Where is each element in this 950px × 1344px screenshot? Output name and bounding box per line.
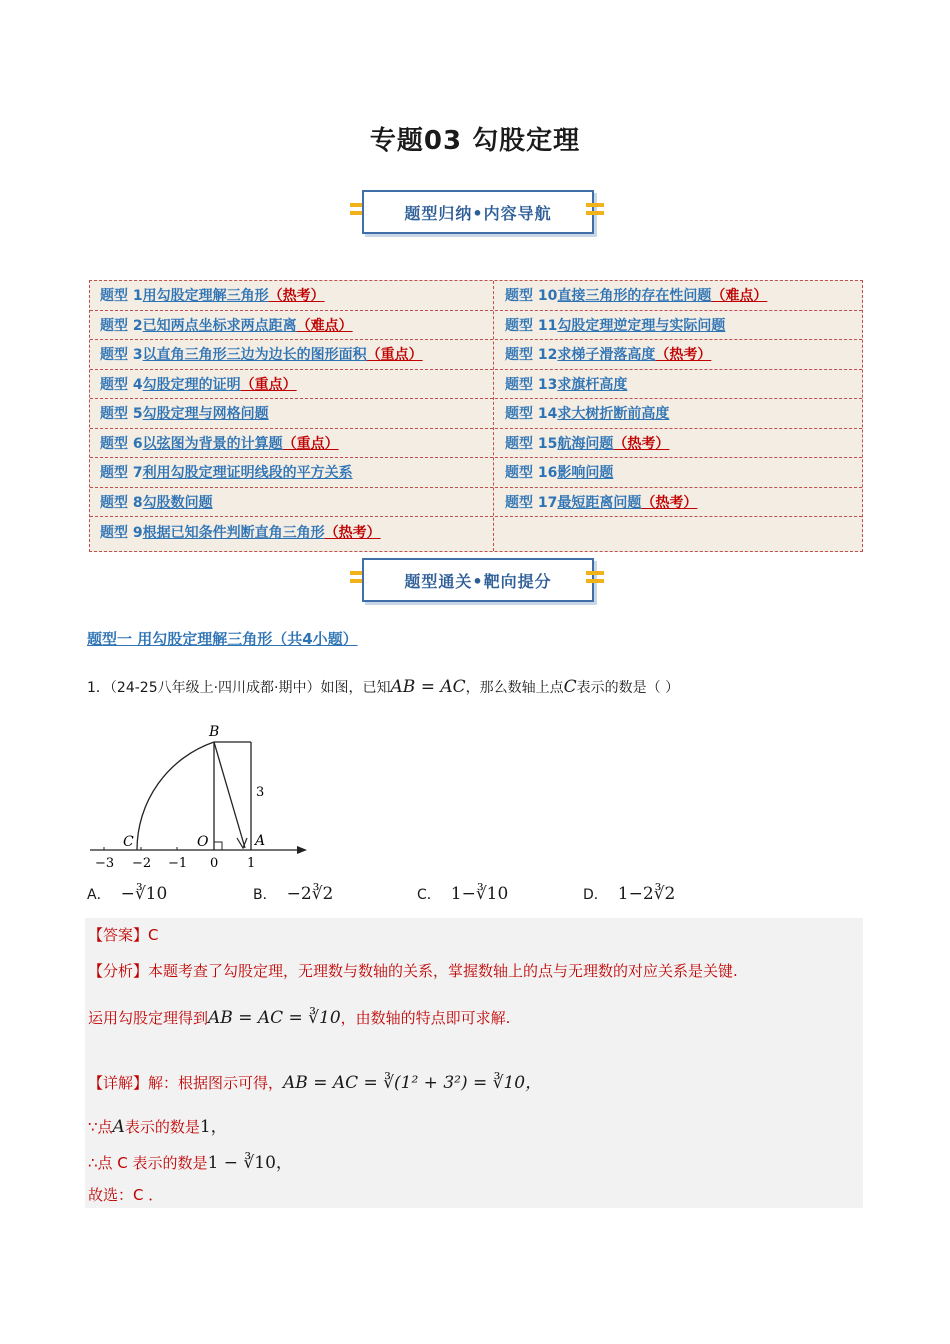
toc-item[interactable]	[495, 281, 862, 311]
therefore-value: 1 − ∛10，	[207, 1153, 293, 1173]
toc-divider	[493, 281, 494, 551]
toc-item-tag: （热考）	[324, 524, 381, 541]
toc-table	[89, 280, 863, 552]
question-1	[87, 677, 679, 697]
question-text: ，那么数轴上点	[465, 680, 564, 696]
toc-item-text: 最短距离问题	[557, 494, 642, 511]
toc-item-text: 用勾股定理解三角形	[142, 288, 269, 305]
banner-right-decoration	[586, 571, 604, 587]
page-title: 专题03 勾股定理	[369, 126, 581, 156]
question-text: 如图，已知	[320, 680, 391, 696]
question-text: 表示的数是（ ）	[576, 680, 680, 696]
label-O: O	[197, 834, 209, 850]
detail-label: 【详解】解：根据图示可得，	[88, 1074, 284, 1092]
toc-item[interactable]	[495, 488, 862, 518]
number-line-figure	[85, 720, 315, 880]
because-text: ∵点	[88, 1118, 113, 1136]
tick-label: 0	[210, 856, 219, 871]
toc-item-label: 题型 4	[100, 376, 143, 393]
toc-item-text: 影响问题	[557, 465, 614, 482]
toc-item[interactable]	[90, 458, 493, 488]
section-heading[interactable]: 题型一 用勾股定理解三角形（共4小题）	[87, 630, 358, 648]
because-point: A	[112, 1117, 125, 1137]
because-text: 表示的数是	[124, 1118, 200, 1136]
toc-item[interactable]	[495, 399, 862, 429]
toc-item-text: 航海问题	[557, 435, 614, 452]
toc-item-label: 题型 9	[100, 524, 143, 541]
because-line	[88, 1112, 228, 1137]
label-C: C	[123, 834, 134, 850]
label-A: A	[255, 833, 266, 849]
toc-item-text: 直接三角形的存在性问题	[557, 288, 712, 305]
toc-item-text: 利用勾股定理证明线段的平方关系	[142, 465, 353, 482]
section-banner-practice	[350, 558, 605, 602]
toc-item-tag: （重点）	[366, 347, 423, 364]
toc-item-tag: （热考）	[655, 347, 712, 364]
toc-item-tag: （热考）	[641, 494, 698, 511]
because-value: 1，	[199, 1117, 228, 1137]
toc-item[interactable]	[90, 517, 493, 547]
toc-item[interactable]	[495, 311, 862, 341]
toc-item-text: 以直角三角形三边为边长的图形面积	[142, 347, 367, 364]
label-3: 3	[256, 785, 265, 800]
toc-item-text: 根据已知条件判断直角三角形	[142, 524, 325, 541]
toc-item[interactable]	[495, 370, 862, 400]
question-math: AB = AC	[390, 677, 466, 697]
analysis-line: 【分析】本题考查了勾股定理，无理数与数轴的关系，掌握数轴上的点与无理数的对应关系是关键.	[88, 962, 738, 980]
therefore-line	[88, 1148, 293, 1173]
toc-item[interactable]	[90, 340, 493, 370]
toc-left-column	[90, 281, 493, 547]
label-B: B	[209, 724, 220, 740]
toc-item-text: 勾股定理逆定理与实际问题	[557, 317, 726, 334]
toc-item-text: 求旗杆高度	[557, 376, 628, 393]
toc-item-tag: （难点）	[296, 317, 353, 334]
toc-item[interactable]	[495, 429, 862, 459]
toc-item[interactable]	[90, 281, 493, 311]
option-value: −2∛2	[286, 884, 334, 904]
toc-item-label: 题型 7	[100, 465, 143, 482]
toc-item[interactable]	[90, 488, 493, 518]
toc-item-label: 题型 3	[100, 347, 143, 364]
toc-item-text: 勾股定理与网格问题	[142, 406, 269, 423]
toc-item-label: 题型 8	[100, 494, 143, 511]
toc-item[interactable]	[90, 399, 493, 429]
toc-item-tag: （难点）	[711, 288, 768, 305]
toc-item-label: 题型 10	[505, 288, 558, 305]
banner-label: 题型归纳•内容导航	[362, 190, 594, 234]
toc-item[interactable]	[495, 340, 862, 370]
question-number: 1．	[87, 680, 110, 696]
toc-item[interactable]	[495, 458, 862, 488]
method-text: 运用勾股定理得到	[88, 1009, 209, 1027]
toc-item-text: 以弦图为背景的计算题	[142, 435, 283, 452]
option-d[interactable]	[583, 884, 675, 904]
therefore-text: ∴点 C 表示的数是	[88, 1154, 208, 1172]
option-letter: C．	[417, 887, 441, 903]
method-math: AB = AC = ∛10	[208, 1008, 341, 1028]
toc-item-label: 题型 15	[505, 435, 558, 452]
toc-item-label: 题型 6	[100, 435, 143, 452]
option-letter: D．	[583, 887, 608, 903]
option-b[interactable]	[253, 884, 333, 904]
toc-item[interactable]	[90, 429, 493, 459]
detail-line	[88, 1068, 542, 1093]
tick-label: −1	[168, 856, 188, 871]
option-value: 1−2∛2	[617, 884, 676, 904]
toc-item	[495, 517, 862, 547]
toc-item-label: 题型 14	[505, 406, 558, 423]
option-letter: B．	[253, 887, 277, 903]
option-letter: A．	[87, 887, 111, 903]
detail-math: AB = AC = ∛(1² + 3²) = ∛10，	[283, 1073, 543, 1093]
answer-line: 【答案】C	[88, 926, 159, 944]
toc-item-text: 已知两点坐标求两点距离	[142, 317, 297, 334]
toc-item-tag: （重点）	[282, 435, 339, 452]
toc-item-tag: （重点）	[240, 376, 297, 393]
toc-item-tag: （热考）	[613, 435, 670, 452]
option-value: −∛10	[120, 884, 168, 904]
toc-item-label: 题型 2	[100, 317, 143, 334]
toc-item-label: 题型 16	[505, 465, 558, 482]
toc-item-text: 勾股定理的证明	[142, 376, 241, 393]
choose-line: 故选：C ．	[88, 1186, 164, 1204]
question-source: （24-25八年级上·四川成都·期中）	[109, 680, 321, 696]
option-a[interactable]	[87, 884, 167, 904]
toc-item-label: 题型 1	[100, 288, 143, 305]
toc-right-column	[495, 281, 862, 547]
question-point: C	[563, 677, 577, 697]
method-line	[88, 1007, 510, 1028]
toc-item[interactable]	[90, 311, 493, 341]
option-value: 1−∛10	[450, 884, 509, 904]
banner-label: 题型通关•靶向提分	[362, 558, 594, 602]
toc-item-text: 勾股数问题	[142, 494, 213, 511]
toc-item-tag: （热考）	[268, 288, 325, 305]
tick-label: 1	[247, 856, 256, 871]
toc-item-label: 题型 17	[505, 494, 558, 511]
toc-item-text: 求梯子滑落高度	[557, 347, 656, 364]
toc-item-label: 题型 11	[505, 317, 558, 334]
tick-label: −2	[132, 856, 152, 871]
tick-label: −3	[95, 856, 115, 871]
toc-item-label: 题型 13	[505, 376, 558, 393]
toc-item-text: 求大树折断前高度	[557, 406, 670, 423]
toc-item-label: 题型 5	[100, 406, 143, 423]
section-banner-navigation	[350, 190, 605, 234]
option-c[interactable]	[417, 884, 508, 904]
method-text: ，由数轴的特点即可求解.	[340, 1009, 511, 1027]
banner-right-decoration	[586, 203, 604, 219]
toc-item-label: 题型 12	[505, 347, 558, 364]
toc-item[interactable]	[90, 370, 493, 400]
